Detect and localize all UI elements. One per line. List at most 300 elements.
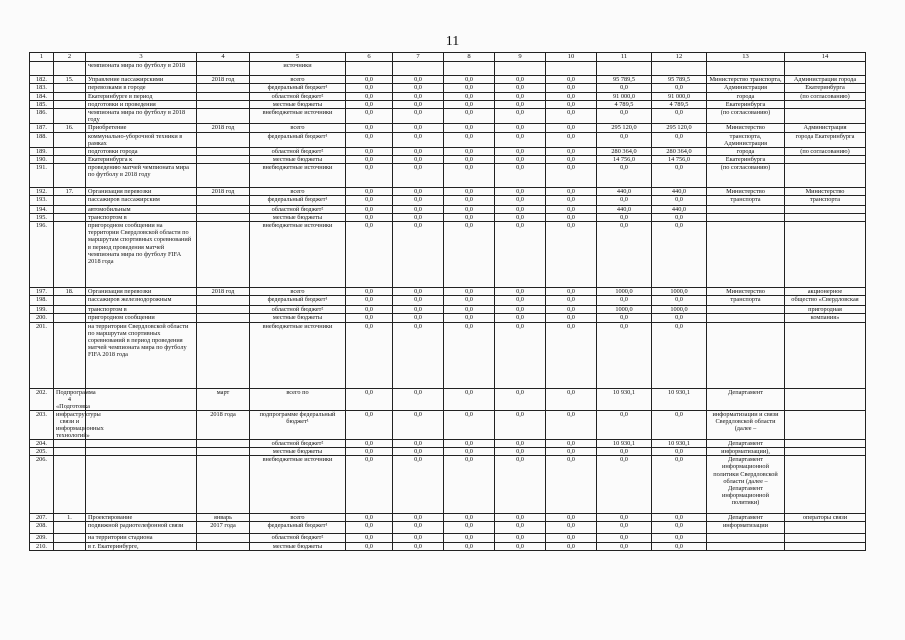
participant: транспорта (785, 196, 866, 206)
measure-name: перевозками в городе (86, 84, 197, 93)
amount-cell: 0,0 (346, 296, 393, 306)
amount-cell: 0,0 (346, 456, 393, 514)
deadline (197, 222, 250, 288)
amount-cell: 0,0 (495, 196, 546, 206)
executor: информатизации), (707, 448, 785, 456)
executor (707, 306, 785, 314)
participant (785, 155, 866, 163)
funding-source: подпрограмме федеральный бюджет¹ (250, 410, 346, 439)
item-number (54, 440, 86, 448)
amount-cell: 0,0 (346, 410, 393, 439)
table-row (30, 76, 866, 84)
row-number: 193. (30, 196, 54, 206)
item-number (54, 542, 86, 550)
amount-cell: 0,0 (546, 206, 597, 214)
amount-cell: 0,0 (346, 196, 393, 206)
table-row (30, 456, 866, 514)
amount-cell: 0,0 (495, 109, 546, 124)
amount-cell: 0,0 (346, 314, 393, 322)
amount-cell: 0,0 (495, 76, 546, 84)
amount-cell: 0,0 (393, 514, 444, 522)
item-number (54, 101, 86, 109)
table-row (30, 93, 866, 101)
amount-cell: 0,0 (444, 109, 495, 124)
amount-cell (346, 62, 393, 76)
table-row (30, 214, 866, 222)
amount-cell: 0,0 (495, 187, 546, 195)
amount-cell: 0,0 (546, 288, 597, 296)
amount-cell: 0,0 (495, 542, 546, 550)
amount-cell: 0,0 (393, 522, 444, 534)
table-row (30, 109, 866, 124)
amount-cell: 0,0 (546, 187, 597, 195)
row-number: 182. (30, 76, 54, 84)
amount-cell: 0,0 (546, 76, 597, 84)
measure-name: коммунально-уборочной техники в рамках (86, 132, 197, 147)
amount-cell: 0,0 (597, 534, 652, 542)
row-number: 195. (30, 214, 54, 222)
funding-source: федеральный бюджет¹ (250, 132, 346, 147)
amount-cell: 0,0 (346, 440, 393, 448)
amount-cell: 0,0 (652, 314, 707, 322)
executor: транспорта (707, 196, 785, 206)
amount-cell: 0,0 (652, 109, 707, 124)
amount-cell: 0,0 (495, 534, 546, 542)
executor: Департамент информационной политики Свердловской области (далее – Департамент информационной политики) (707, 456, 785, 514)
funding-source: федеральный бюджет¹ (250, 522, 346, 534)
executor: города (707, 93, 785, 101)
amount-cell: 0,0 (495, 306, 546, 314)
amount-cell: 0,0 (495, 222, 546, 288)
executor: Департамент (707, 440, 785, 448)
table-row (30, 288, 866, 296)
amount-cell: 0,0 (652, 534, 707, 542)
executor: информатизации (707, 522, 785, 534)
amount-cell: 0,0 (495, 84, 546, 93)
row-number: 207. (30, 514, 54, 522)
row-number: 210. (30, 542, 54, 550)
row-number: 206. (30, 456, 54, 514)
item-number (54, 84, 86, 93)
row-number: 188. (30, 132, 54, 147)
funding-source: внебюджетные источники (250, 109, 346, 124)
amount-cell: 0,0 (495, 163, 546, 187)
amount-cell: 0,0 (393, 214, 444, 222)
amount-cell: 0,0 (346, 448, 393, 456)
amount-cell: 0,0 (546, 296, 597, 306)
deadline (197, 101, 250, 109)
amount-cell: 10 930,1 (597, 440, 652, 448)
funding-source: областной бюджет² (250, 440, 346, 448)
amount-cell (546, 62, 597, 76)
amount-cell: 0,0 (546, 101, 597, 109)
amount-cell: 0,0 (444, 440, 495, 448)
measure-name: Организация перевозки (86, 288, 197, 296)
measure-name: подготовки города (86, 147, 197, 155)
amount-cell: 0,0 (597, 196, 652, 206)
table-row (30, 522, 866, 534)
amount-cell: 0,0 (495, 214, 546, 222)
amount-cell: 0,0 (652, 222, 707, 288)
funding-source: всего (250, 187, 346, 195)
participant (785, 456, 866, 514)
amount-cell: 0,0 (346, 84, 393, 93)
amount-cell: 0,0 (393, 76, 444, 84)
amount-cell: 0,0 (546, 534, 597, 542)
table-row (30, 222, 866, 288)
deadline: 2018 год (197, 124, 250, 132)
amount-cell: 0,0 (444, 84, 495, 93)
amount-cell: 0,0 (346, 187, 393, 195)
item-number (54, 214, 86, 222)
row-number: 191. (30, 163, 54, 187)
participant (785, 522, 866, 534)
column-header: 2 (54, 53, 86, 62)
amount-cell: 0,0 (444, 206, 495, 214)
column-header: 13 (707, 53, 785, 62)
amount-cell: 0,0 (546, 132, 597, 147)
funding-source: областной бюджет² (250, 147, 346, 155)
amount-cell: 0,0 (393, 109, 444, 124)
column-header: 4 (197, 53, 250, 62)
amount-cell: 295 120,0 (597, 124, 652, 132)
amount-cell: 0,0 (346, 514, 393, 522)
item-number (54, 306, 86, 314)
amount-cell: 0,0 (546, 147, 597, 155)
executor: транспорта, Администрация (707, 132, 785, 147)
participant: города Екатеринбурга (785, 132, 866, 147)
amount-cell: 4 789,5 (652, 101, 707, 109)
row-number: 201. (30, 322, 54, 388)
amount-cell: 0,0 (495, 456, 546, 514)
table-row (30, 84, 866, 93)
amount-cell: 95 789,5 (652, 76, 707, 84)
funding-source: местные бюджеты (250, 448, 346, 456)
executor (707, 62, 785, 76)
amount-cell: 0,0 (597, 410, 652, 439)
row-number: 186. (30, 109, 54, 124)
measure-name: транспортом в (86, 214, 197, 222)
amount-cell: 0,0 (546, 388, 597, 410)
amount-cell: 0,0 (546, 440, 597, 448)
table-row (30, 196, 866, 206)
amount-cell: 0,0 (393, 132, 444, 147)
amount-cell: 0,0 (346, 132, 393, 147)
amount-cell: 0,0 (652, 322, 707, 388)
row-number: 183. (30, 84, 54, 93)
executor (707, 206, 785, 214)
amount-cell: 0,0 (444, 448, 495, 456)
deadline: 2018 год (197, 187, 250, 195)
measure-name: на территории Свердловской области по маршрутам спортивных соревнований в период проведения матчей чемпионата мира по футболу FIFA 2018 года (86, 322, 197, 388)
amount-cell (444, 62, 495, 76)
amount-cell: 0,0 (444, 522, 495, 534)
amount-cell: 0,0 (495, 288, 546, 296)
column-header: 5 (250, 53, 346, 62)
amount-cell: 0,0 (546, 155, 597, 163)
amount-cell: 0,0 (346, 101, 393, 109)
row-number: 184. (30, 93, 54, 101)
amount-cell: 0,0 (597, 522, 652, 534)
funding-source: областной бюджет² (250, 206, 346, 214)
item-number (54, 109, 86, 124)
amount-cell: 0,0 (393, 448, 444, 456)
row-number: 194. (30, 206, 54, 214)
measure-name: в г. Екатеринбурге, (86, 542, 197, 550)
participant (785, 440, 866, 448)
column-header: 12 (652, 53, 707, 62)
amount-cell: 0,0 (346, 322, 393, 388)
table-row (30, 448, 866, 456)
executor (707, 322, 785, 388)
amount-cell: 0,0 (444, 147, 495, 155)
measure-name: Приобретение (86, 124, 197, 132)
row-number: 205. (30, 448, 54, 456)
participant: Администрация (785, 124, 866, 132)
item-number: инфраструктуры связи и информационных технологий» (54, 410, 86, 439)
amount-cell: 0,0 (597, 132, 652, 147)
executor: города (707, 147, 785, 155)
amount-cell: 91 000,0 (597, 93, 652, 101)
amount-cell: 0,0 (393, 306, 444, 314)
amount-cell: 0,0 (444, 288, 495, 296)
amount-cell: 0,0 (393, 534, 444, 542)
executor: (по согласованию) (707, 163, 785, 187)
funding-source: всего (250, 124, 346, 132)
amount-cell: 0,0 (597, 322, 652, 388)
amount-cell: 0,0 (393, 187, 444, 195)
funding-source: областной бюджет² (250, 93, 346, 101)
measure-name: пригородном сообщении (86, 314, 197, 322)
measure-name: на территории стадиона (86, 534, 197, 542)
deadline (197, 155, 250, 163)
row-number: 196. (30, 222, 54, 288)
participant (785, 534, 866, 542)
funding-source: внебюджетные источники (250, 322, 346, 388)
amount-cell: 0,0 (393, 163, 444, 187)
executor: Екатеринбурга (707, 155, 785, 163)
amount-cell: 0,0 (652, 296, 707, 306)
amount-cell: 0,0 (546, 542, 597, 550)
amount-cell: 0,0 (495, 514, 546, 522)
column-header: 9 (495, 53, 546, 62)
executor: информатизации и связи Свердловской области (далее – (707, 410, 785, 439)
row-number: 187. (30, 124, 54, 132)
item-number (54, 62, 86, 76)
participant (785, 410, 866, 439)
participant: (по согласованию) (785, 93, 866, 101)
amount-cell: 0,0 (444, 306, 495, 314)
item-number: 18. (54, 288, 86, 296)
deadline (197, 306, 250, 314)
amount-cell: 0,0 (495, 124, 546, 132)
table-row (30, 206, 866, 214)
amount-cell: 280 364,0 (597, 147, 652, 155)
item-number (54, 163, 86, 187)
funding-source: федеральный бюджет¹ (250, 84, 346, 93)
row-number: 209. (30, 534, 54, 542)
amount-cell: 0,0 (444, 101, 495, 109)
executor: Департамент (707, 388, 785, 410)
item-number (54, 196, 86, 206)
item-number (54, 206, 86, 214)
executor (707, 222, 785, 288)
table-row (30, 296, 866, 306)
table-row (30, 440, 866, 448)
funding-source: федеральный бюджет¹ (250, 196, 346, 206)
amount-cell: 0,0 (597, 214, 652, 222)
deadline (197, 440, 250, 448)
item-number: 17. (54, 187, 86, 195)
deadline (197, 109, 250, 124)
participant (785, 388, 866, 410)
row-number: 200. (30, 314, 54, 322)
amount-cell: 0,0 (495, 410, 546, 439)
amount-cell: 0,0 (597, 163, 652, 187)
measure-name: Организация перевозки (86, 187, 197, 195)
measure-name: пассажиров пассажирским (86, 196, 197, 206)
executor: Министерство (707, 187, 785, 195)
measure-name: пригородном сообщении на территории Свердловской области по маршрутам спортивных соревнований в период проведения матчей чемпионата мира по футболу FIFA 2018 года (86, 222, 197, 288)
participant: операторы связи (785, 514, 866, 522)
deadline (197, 196, 250, 206)
amount-cell: 14 756,0 (597, 155, 652, 163)
deadline (197, 296, 250, 306)
executor: Департамент (707, 514, 785, 522)
funding-source: всего (250, 514, 346, 522)
amount-cell: 0,0 (444, 132, 495, 147)
item-number: 16. (54, 124, 86, 132)
participant (785, 214, 866, 222)
item-number (54, 147, 86, 155)
amount-cell: 0,0 (393, 322, 444, 388)
amount-cell: 0,0 (346, 388, 393, 410)
deadline (197, 132, 250, 147)
deadline (197, 448, 250, 456)
amount-cell: 0,0 (546, 410, 597, 439)
deadline (197, 542, 250, 550)
amount-cell: 0,0 (546, 522, 597, 534)
amount-cell: 0,0 (546, 124, 597, 132)
amount-cell: 280 364,0 (652, 147, 707, 155)
deadline (197, 214, 250, 222)
measure-name (86, 388, 197, 410)
amount-cell: 0,0 (393, 296, 444, 306)
table-row (30, 187, 866, 195)
amount-cell (652, 62, 707, 76)
item-number (54, 522, 86, 534)
amount-cell: 0,0 (393, 456, 444, 514)
table-row (30, 163, 866, 187)
item-number (54, 448, 86, 456)
amount-cell: 0,0 (652, 542, 707, 550)
amount-cell: 0,0 (546, 456, 597, 514)
deadline: январь (197, 514, 250, 522)
funding-source: местные бюджеты (250, 542, 346, 550)
column-header: 10 (546, 53, 597, 62)
amount-cell: 0,0 (546, 163, 597, 187)
funding-source: федеральный бюджет¹ (250, 296, 346, 306)
amount-cell: 0,0 (444, 196, 495, 206)
participant (785, 62, 866, 76)
amount-cell: 0,0 (444, 388, 495, 410)
row-number: 204. (30, 440, 54, 448)
amount-cell: 0,0 (652, 514, 707, 522)
amount-cell: 10 930,1 (597, 388, 652, 410)
funding-source: внебюджетные источники (250, 222, 346, 288)
funding-source: всего (250, 288, 346, 296)
item-number: 1. (54, 514, 86, 522)
amount-cell: 0,0 (546, 109, 597, 124)
table-row (30, 388, 866, 410)
executor: Министерство (707, 288, 785, 296)
participant: Министерство (785, 187, 866, 195)
item-number (54, 155, 86, 163)
measure-name: Управление пассажирскими (86, 76, 197, 84)
funding-source: источники (250, 62, 346, 76)
amount-cell: 1000,0 (652, 306, 707, 314)
deadline (197, 84, 250, 93)
participant (785, 109, 866, 124)
amount-cell: 0,0 (346, 206, 393, 214)
amount-cell: 95 789,5 (597, 76, 652, 84)
executor: Администрация (707, 84, 785, 93)
executor (707, 214, 785, 222)
amount-cell: 0,0 (346, 288, 393, 296)
measure-name: Екатеринбурге в период (86, 93, 197, 101)
deadline (197, 534, 250, 542)
row-number (30, 62, 54, 76)
amount-cell: 0,0 (444, 163, 495, 187)
amount-cell (393, 62, 444, 76)
budget-table (29, 52, 866, 551)
amount-cell: 0,0 (652, 84, 707, 93)
participant: компания» (785, 314, 866, 322)
item-number (54, 93, 86, 101)
amount-cell: 0,0 (652, 132, 707, 147)
amount-cell: 0,0 (546, 322, 597, 388)
amount-cell: 0,0 (495, 206, 546, 214)
amount-cell: 0,0 (444, 514, 495, 522)
column-header: 14 (785, 53, 866, 62)
amount-cell: 0,0 (652, 410, 707, 439)
row-number: 190. (30, 155, 54, 163)
amount-cell: 0,0 (597, 448, 652, 456)
amount-cell: 0,0 (346, 147, 393, 155)
funding-source: областной бюджет² (250, 306, 346, 314)
amount-cell: 0,0 (652, 163, 707, 187)
funding-source: областной бюджет² (250, 534, 346, 542)
amount-cell: 0,0 (393, 101, 444, 109)
amount-cell: 0,0 (444, 93, 495, 101)
amount-cell: 0,0 (495, 388, 546, 410)
amount-cell: 0,0 (393, 440, 444, 448)
amount-cell: 0,0 (597, 109, 652, 124)
measure-name: чемпионата мира по футболу в 2018 (86, 62, 197, 76)
amount-cell: 0,0 (597, 314, 652, 322)
deadline: 2018 год (197, 76, 250, 84)
amount-cell: 440,0 (597, 187, 652, 195)
amount-cell: 295 120,0 (652, 124, 707, 132)
column-header: 3 (86, 53, 197, 62)
measure-name: подготовки и проведения (86, 101, 197, 109)
amount-cell: 0,0 (444, 124, 495, 132)
measure-name: чемпионата мира по футболу в 2018 году (86, 109, 197, 124)
amount-cell: 1000,0 (597, 288, 652, 296)
executor: (по согласованию) (707, 109, 785, 124)
amount-cell: 0,0 (444, 296, 495, 306)
participant: пригородная (785, 306, 866, 314)
